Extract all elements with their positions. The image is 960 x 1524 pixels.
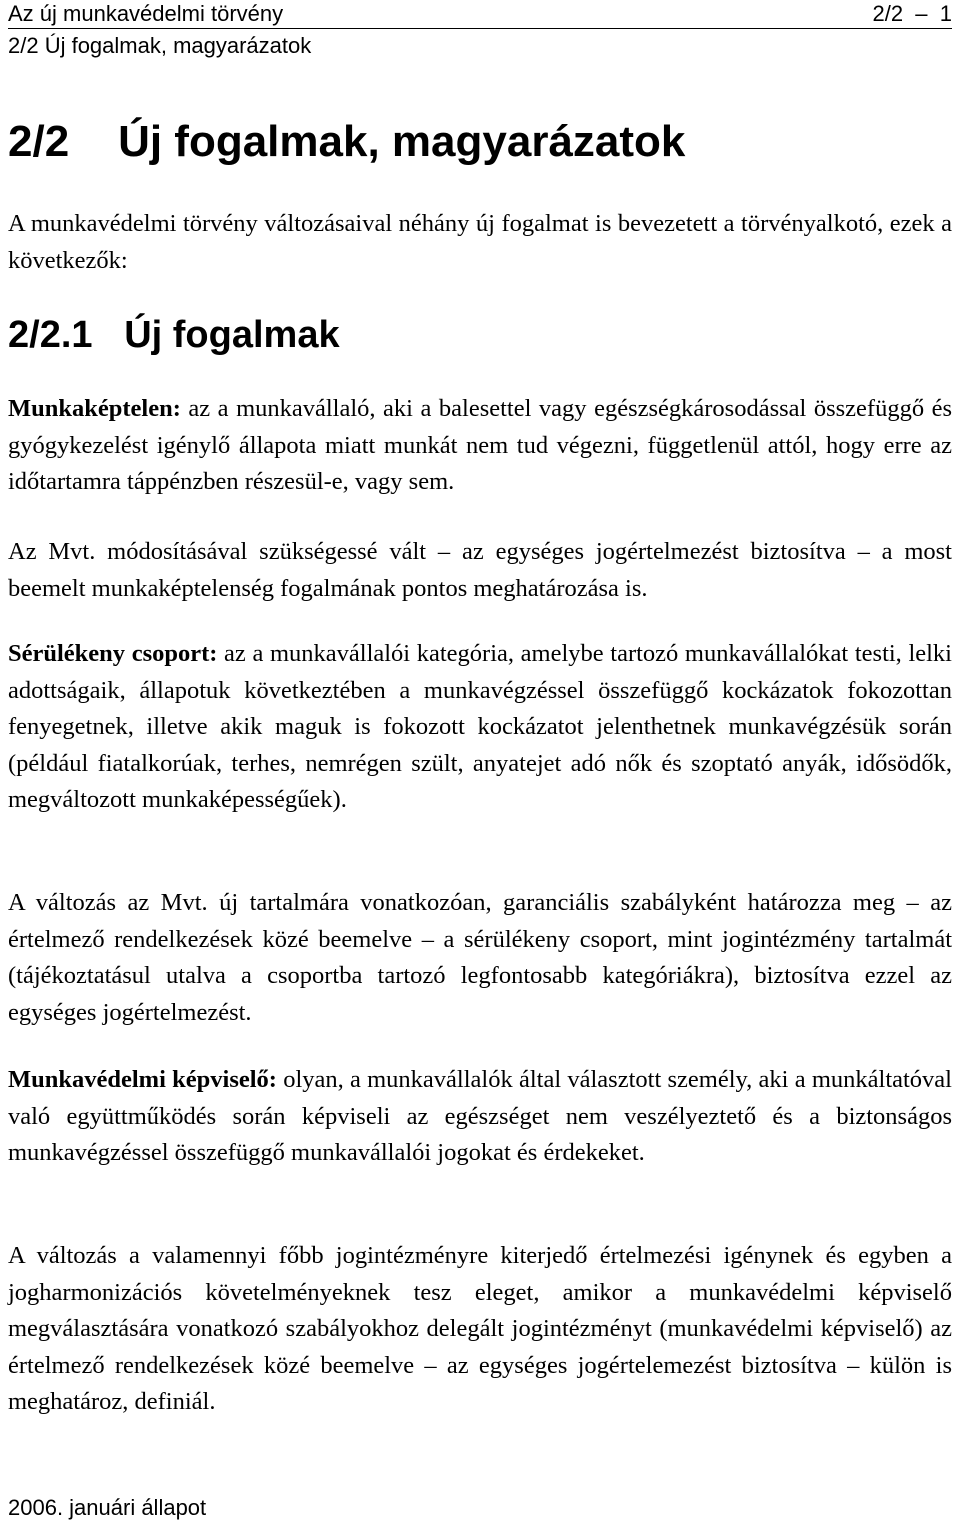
definition-paragraph (8, 1062, 952, 1172)
document-title: Az új munkavédelmi törvény (8, 1, 284, 26)
definition-term: Sérülékeny csoport: (8, 640, 218, 667)
intro-paragraph: A munkavédelmi törvény változásaival néhány új fogalmat is bevezetett a törvényalkotó, ezek a következők: (8, 210, 952, 274)
explanation-paragraph (8, 534, 952, 607)
subsection-heading-number: 2/2.1 (8, 314, 93, 356)
definition-text: az a munkavállalói kategória, amelybe tartozó munkavállalókat testi, lelki adottságaik, állapotuk következtében a munkavégzéssel összefüggő kockázatok fokozottan fenyegetnek, illetve akik maguk is fokozott kockázatot jelenthetnek munkavégzésük során (például fiatalkorúak, terhes, nemrégen szült, anyatejet adó nők és szoptató anyák, idősödők, megváltozott munkaképességűek). (8, 640, 952, 813)
running-subtitle: 2/2 Új fogalmak, magyarázatok (8, 33, 312, 58)
explanation-text: A változás az Mvt. új tartalmára vonatkozóan, garanciális szabályként határozza meg – az értelmező rendelkezések közé beemelve – a sérülékeny csoport, mint jogintézmény tartalmát (tájékoztatásul utalva a csoportba tartozó legfontosabb kategóriákra), biztosítva ezzel az egységes jogértelmezést. (8, 889, 952, 1026)
explanation-text: A változás a valamennyi főbb jogintézményre kiterjedő értelmezési igénynek és egyben a jogharmonizációs követelményeknek tesz eleget, amikor a munkavédelmi képviselő megválasztására vonatkozó szabályokhoz delegált jogintézményt (munkavédelmi képviselő) az értelmező rendelkezések közé beemelve – az egységes jogértelemezést biztosítva – külön is meghatároz, definiál. (8, 1242, 952, 1415)
section-heading (8, 112, 685, 172)
explanation-paragraph (8, 885, 952, 1031)
definition-paragraph (8, 636, 952, 819)
section-heading-title: Új fogalmak, magyarázatok (118, 117, 686, 166)
definition-text: olyan, a munkavállalók által választott személy, aki a munkáltatóval való együttműködés során képviseli az egészséget nem veszélyeztető és a biztonságos munkavégzéssel összefüggő munkavállalói jogokat és érdekeket. (8, 1066, 952, 1166)
running-header (8, 0, 952, 29)
definition-paragraph (8, 391, 952, 501)
definition-term: Munkavédelmi képviselő: (8, 1066, 277, 1093)
page-footer: 2006. januári állapot (8, 1495, 207, 1520)
subsection-heading (8, 308, 340, 362)
explanation-paragraph (8, 1238, 952, 1421)
explanation-text: Az Mvt. módosításával szükségessé vált – az egységes jogértelmezést biztosítva – a most beemelt munkaképtelenség fogalmának pontos meghatározása is. (8, 538, 952, 602)
section-heading-number: 2/2 (8, 117, 70, 166)
page-number: 1 (939, 1, 952, 26)
definition-term: Munkaképtelen: (8, 395, 181, 422)
subsection-heading-title: Új fogalmak (124, 314, 340, 356)
section-number: 2/2 (872, 1, 904, 26)
definition-text: az a munkavállaló, aki a balesettel vagy egészségkárosodással összefüggő és gyógykezelést igénylő állapota miatt munkát nem tud végezni, függetlenül attól, hogy erre az időtartamra táppénzben részesül-e, vagy sem. (8, 395, 952, 495)
page-indicator: 2/2 – 1 (872, 1, 952, 26)
